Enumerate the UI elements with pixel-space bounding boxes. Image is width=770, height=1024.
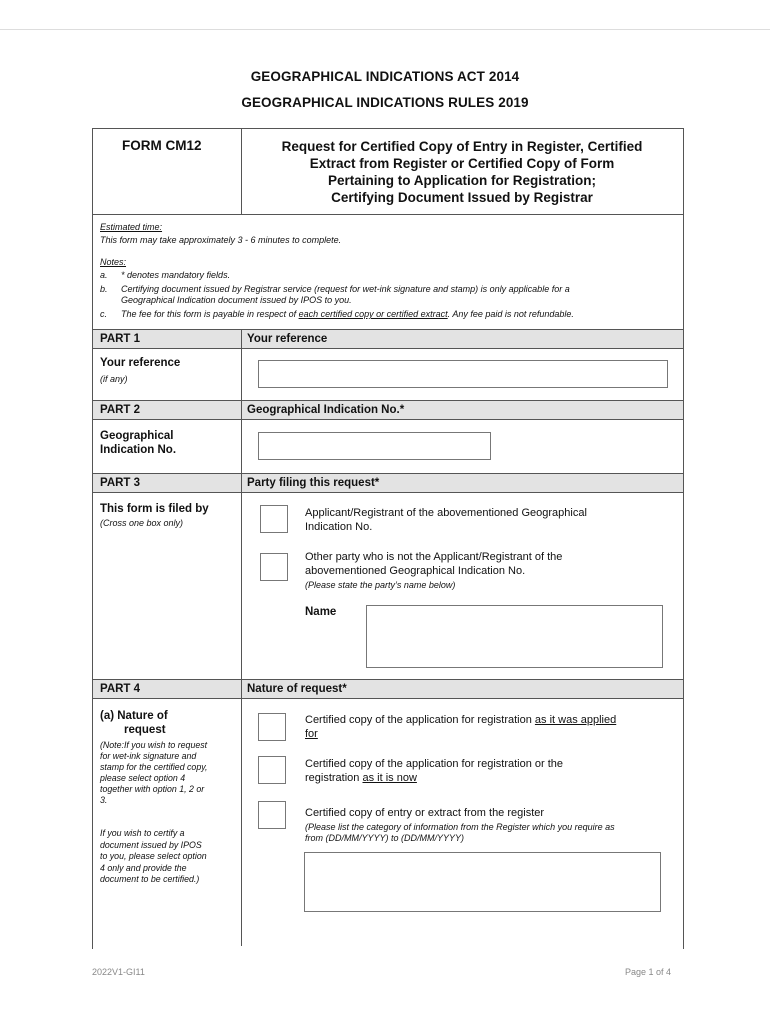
- other-party-checkbox[interactable]: [260, 553, 288, 581]
- part1-header: [93, 329, 683, 349]
- note-b-line2: Geographical Indication document issued by IPOS to you.: [121, 295, 352, 305]
- note-b-marker: b.: [100, 284, 108, 294]
- party-name-input[interactable]: [366, 605, 663, 668]
- page-number: Page 1 of 4: [624, 967, 671, 977]
- option-applied-checkbox[interactable]: [258, 713, 286, 741]
- part4-heading: Nature of request*: [247, 683, 347, 695]
- nature-note-2: If you wish to certify a document issued by IPOS to you, please select option 4 only and provide the document to be certified.): [100, 828, 207, 884]
- part3-label: PART 3: [100, 477, 141, 489]
- your-reference-input[interactable]: [258, 360, 668, 388]
- note-a: * denotes mandatory fields.: [121, 270, 231, 280]
- part1-heading: Your reference: [247, 333, 328, 345]
- form-title-line: Request for Certified Copy of Entry in Register, Certified: [281, 139, 643, 154]
- part3-divider: [241, 473, 242, 679]
- form-title-line: Pertaining to Application for Registration;: [327, 173, 596, 188]
- form-version: 2022V1-GI11: [92, 967, 145, 977]
- note-c: The fee for this form is payable in respect of each certified copy or certified extract. Any fee paid is not refundable.: [121, 309, 574, 319]
- form-frame: [92, 128, 684, 949]
- note-a-marker: a.: [100, 270, 108, 280]
- option-applied-text: Certified copy of the application for registration as it was applied for: [305, 714, 617, 740]
- title-divider: [241, 129, 242, 214]
- filed-by-hint: (Cross one box only): [100, 518, 184, 528]
- extract-details-input[interactable]: [304, 852, 661, 912]
- option-extract-text: Certified copy of entry or extract from the register: [305, 807, 545, 819]
- act-title: GEOGRAPHICAL INDICATIONS ACT 2014: [250, 69, 520, 84]
- other-party-option-line1: Other party who is not the Applicant/Registrant of the: [305, 551, 563, 563]
- other-party-hint: (Please state the party’s name below): [305, 580, 456, 590]
- nature-label-line1: (a) Nature of: [100, 710, 168, 722]
- other-party-option-line2: abovementioned Geographical Indication No.: [305, 565, 526, 577]
- your-reference-hint: (if any): [100, 374, 128, 384]
- part4-label: PART 4: [100, 683, 141, 695]
- gi-number-label-line1: Geographical: [100, 430, 174, 442]
- estimated-time-text: This form may take approximately 3 - 6 minutes to complete.: [100, 235, 342, 245]
- title-rule: [93, 214, 683, 215]
- option-extract-hint-line2: from (DD/MM/YYYY) to (DD/MM/YYYY): [305, 833, 465, 843]
- gi-number-label-line2: Indication No.: [100, 444, 177, 456]
- option-now-line2: registration as it is now: [305, 772, 417, 784]
- form-title-line: Extract from Register or Certified Copy of Form: [309, 156, 615, 171]
- page-top-rule: [0, 29, 770, 30]
- applicant-checkbox[interactable]: [260, 505, 288, 533]
- option-now-line1: Certified copy of the application for registration or the: [305, 758, 564, 770]
- rules-title: GEOGRAPHICAL INDICATIONS RULES 2019: [241, 95, 529, 110]
- filed-by-label: This form is filed by: [100, 503, 209, 515]
- nature-note-1: (Note:If you wish to request for wet-ink signature and stamp for the certified copy, please select option 4 together with option 1, 2 or 3.: [100, 740, 208, 805]
- party-name-label: Name: [305, 606, 337, 618]
- part3-header: [93, 473, 683, 493]
- gi-number-input[interactable]: [258, 432, 491, 460]
- part2-header: [93, 400, 683, 420]
- option-extract-hint-line1: (Please list the category of information from the Register which you require as: [305, 822, 615, 832]
- part2-divider: [241, 400, 242, 473]
- part2-label: PART 2: [100, 404, 141, 416]
- note-c-marker: c.: [100, 309, 108, 319]
- form-title: [243, 138, 681, 206]
- part4-header: [93, 679, 683, 699]
- part1-label: PART 1: [100, 333, 141, 345]
- option-now-checkbox[interactable]: [258, 756, 286, 784]
- part1-divider: [241, 329, 242, 400]
- part4-divider: [241, 679, 242, 946]
- notes-label: Notes:: [100, 257, 127, 267]
- nature-label-line2: request: [124, 724, 166, 736]
- form-code: FORM CM12: [122, 138, 202, 153]
- part3-heading: Party filing this request*: [247, 477, 380, 489]
- applicant-option-line2: Indication No.: [305, 521, 373, 533]
- part2-heading: Geographical Indication No.*: [247, 404, 405, 416]
- your-reference-label: Your reference: [100, 357, 181, 369]
- estimated-time-label: Estimated time:: [100, 222, 163, 232]
- applicant-option-line1: Applicant/Registrant of the abovementioned Geographical: [305, 507, 587, 519]
- form-title-line: Certifying Document Issued by Registrar: [331, 190, 593, 205]
- note-b-line1: Certifying document issued by Registrar service (request for wet-ink signature and stamp) is only applicable for a: [121, 284, 570, 294]
- option-extract-checkbox[interactable]: [258, 801, 286, 829]
